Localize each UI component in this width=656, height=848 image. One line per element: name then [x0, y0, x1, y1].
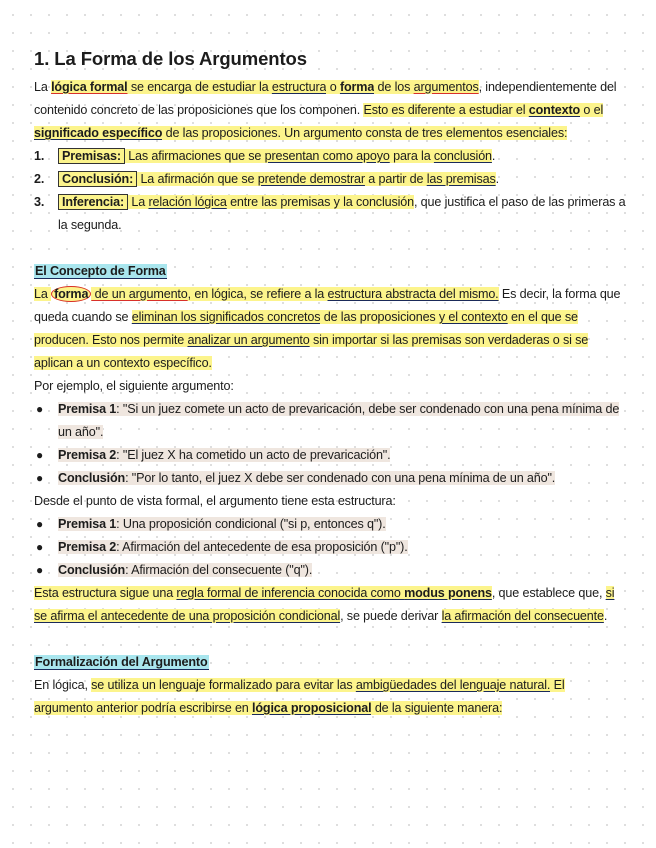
example-list [34, 398, 626, 490]
concept-paragraph: La forma de un argumento, en lógica, se refiere a la estructura abstracta del mismo. Es decir, la forma que queda cuando se eliminan los significados concretos de las proposiciones y el contexto en el que se producen. Esto nos permite analizar un argumento sin importar si las premisas son verdaderas o si se aplican a un contexto específico. [34, 287, 621, 370]
list-item: ● Premisa 2: "El juez X ha cometido un acto de prevaricación". [36, 448, 391, 462]
list-item: 3. Inferencia: La relación lógica entre las premisas y la conclusión, que justifica el paso de las primeras a la segunda. [34, 195, 626, 232]
list-item: ● Premisa 2: Afirmación del antecedente de esa proposición ("p"). [36, 540, 408, 554]
formal-intro: Desde el punto de vista formal, el argumento tiene esta estructura: [34, 494, 396, 508]
section-heading-concept: El Concepto de Forma [35, 264, 166, 278]
list-item: ● Conclusión: Afirmación del consecuente ("q"). [36, 563, 313, 577]
list-item: ● Premisa 1: "Si un juez comete un acto de prevaricación, debe ser condenado con una pena mínima de un año". [36, 402, 620, 439]
section-heading-formalization: Formalización del Argumento [35, 655, 208, 669]
list-item: 2. Conclusión: La afirmación que se pretende demostrar a partir de las premisas. [34, 172, 499, 186]
example-intro: Por ejemplo, el siguiente argumento: [34, 379, 234, 393]
modus-ponens-paragraph: Esta estructura sigue una regla formal de inferencia conocida como modus ponens, que establece que, si se afirma el antecedente de una proposición condicional, se puede derivar la afirmación del consecuente. [34, 586, 615, 623]
formalization-paragraph: En lógica, se utiliza un lenguaje formalizado para evitar las ambigüedades del lenguaje natural. El argumento anterior podría escribirse en lógica proposicional de la siguiente manera: [34, 678, 565, 715]
formal-list [34, 513, 626, 582]
intro-paragraph: La lógica formal se encarga de estudiar la estructura o forma de los argumentos, independientemente del contenido concreto de las proposiciones que los componen. Esto es diferente a estudiar el contexto o el significado específico de las proposiciones. Un argumento consta de tres elementos esenciales: [34, 80, 617, 140]
page-title: 1. La Forma de los Argumentos [34, 48, 307, 69]
list-item: ● Conclusión: "Por lo tanto, el juez X debe ser condenado con una pena mínima de un año". [36, 471, 556, 485]
elements-list [34, 145, 626, 237]
list-item: 1. Premisas: Las afirmaciones que se presentan como apoyo para la conclusión. [34, 149, 496, 163]
list-item: ● Premisa 1: Una proposición condicional ("si p, entonces q"). [36, 517, 386, 531]
